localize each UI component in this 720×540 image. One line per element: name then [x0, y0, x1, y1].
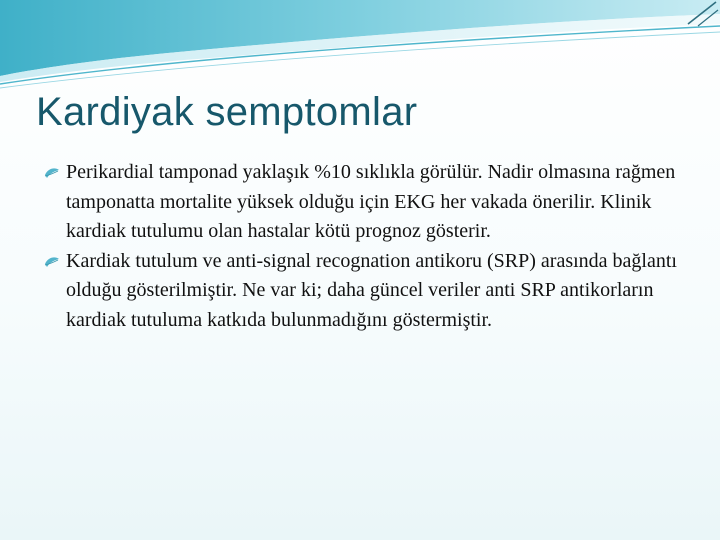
header-wave-band — [0, 0, 720, 90]
bullet-list — [44, 158, 694, 335]
bullet-text: Kardiak tutulum ve anti-signal recognation antikoru (SRP) arasında bağlantı olduğu gösterilmiştir. Ne var ki; daha güncel veriler anti SRP antikorların kardiak tutuluma katkıda bulunmadığını göstermiştir. — [66, 249, 677, 331]
leaf-bullet-icon — [44, 167, 60, 179]
bullet-text: Perikardial tamponad yaklaşık %10 sıklıkla görülür. Nadir olmasına rağmen tamponatta mortalite yüksek olduğu için EKG her vakada önerilir. Klinik kardiak tutulumu olan hastalar kötü prognoz gösterir. — [66, 161, 676, 242]
bullet-item — [44, 247, 694, 336]
corner-decoration-icon — [684, 0, 720, 30]
bullet-item — [44, 158, 694, 247]
slide-title: Kardiyak semptomlar — [36, 90, 418, 134]
leaf-bullet-icon — [44, 256, 60, 268]
